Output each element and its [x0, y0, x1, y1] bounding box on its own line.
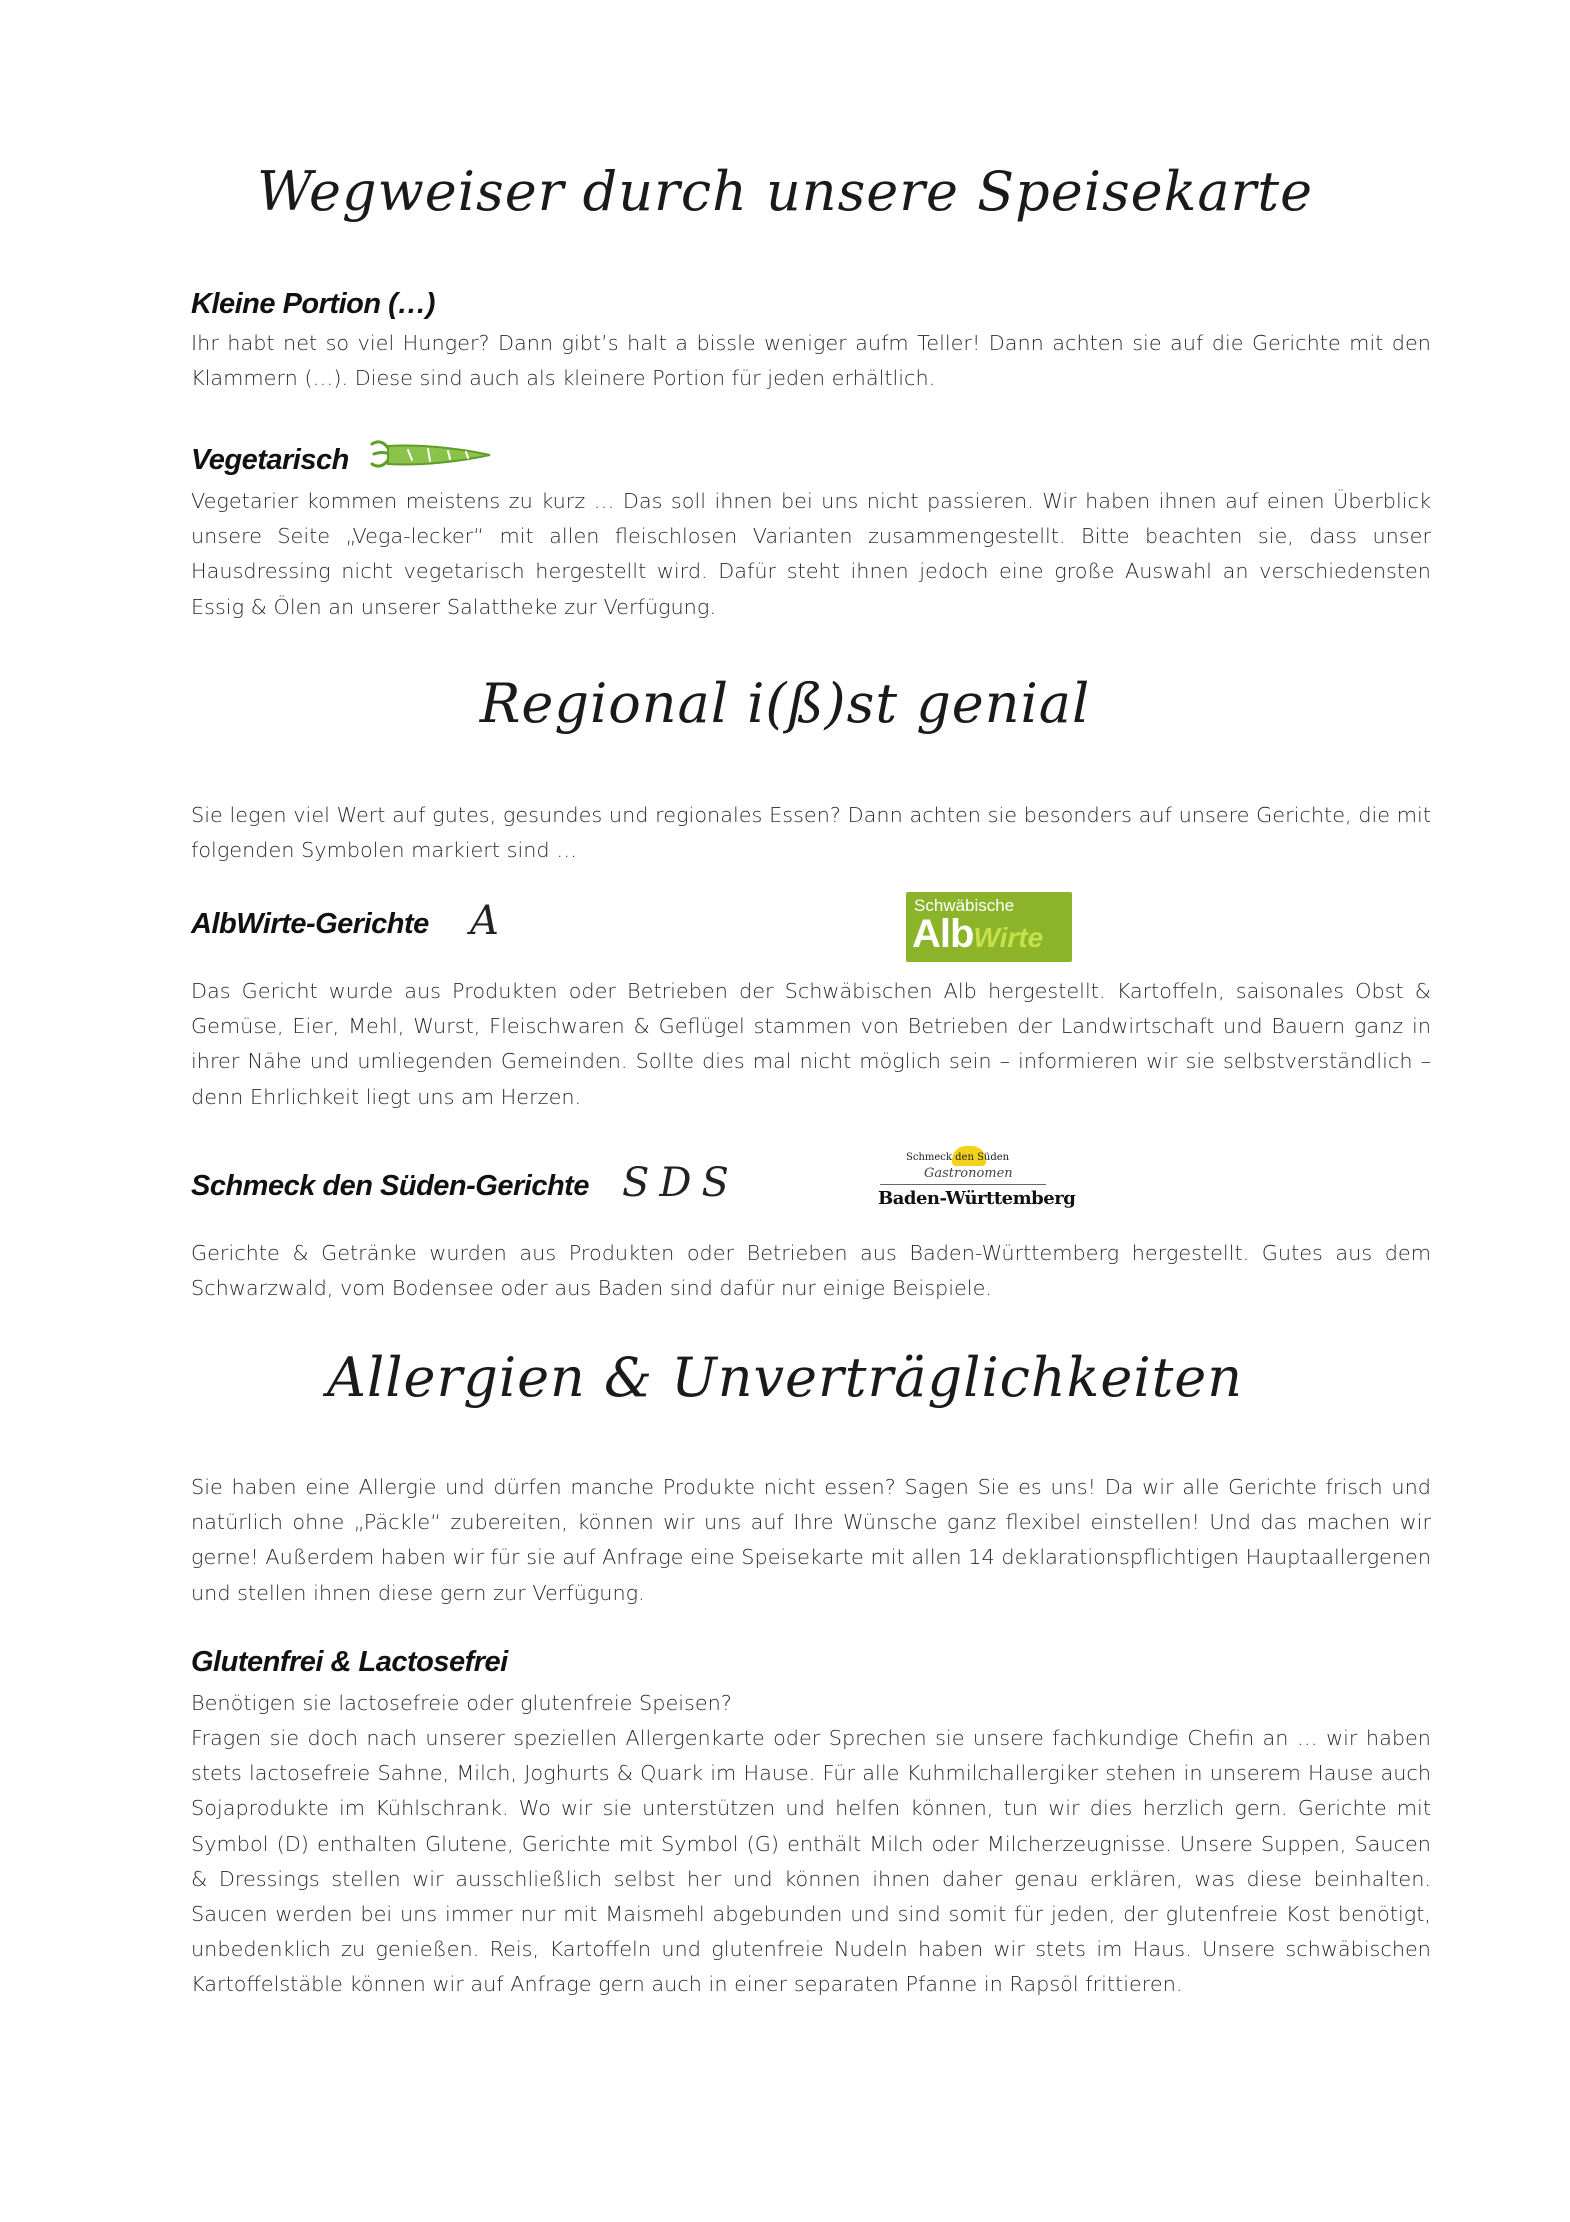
section-title-allergien: Allergien & Unverträglichkeiten — [326, 1346, 1244, 1409]
text-sds: Gerichte & Getränke wurden aus Produkten oder Betrieben aus Baden-Württemberg hergestellt. Gutes aus dem Schwarzwald, vom Bodensee oder aus Baden sind dafür nur einige Beispiele. — [191, 1241, 1431, 1301]
carrot-icon — [368, 438, 493, 472]
sds-logo-rule — [880, 1184, 1046, 1185]
sds-logo-line3: Baden-Württemberg — [878, 1188, 1076, 1209]
text-vegetarisch: Vegetarier kommen meistens zu kurz … Das soll ihnen bei uns nicht passieren. Wir haben ihnen auf einen Überblick unsere Seite „Vega-lecker“ mit allen fleischlosen Varianten zusammengestellt. Bitte beachten sie, dass unser Hausdressing nicht vegetarisch hergestellt wird. Dafür steht ihnen jedoch eine große Auswahl an verschiedensten Essig & Ölen an unserer Salattheke zur Verfügung. — [191, 489, 1431, 619]
albwirte-logo-top: Schwäbische — [914, 896, 1015, 915]
heading-albwirte: AlbWirte-Gerichte — [191, 908, 429, 940]
heading-vegetarisch: Vegetarisch — [191, 444, 349, 476]
heading-gluten-lactose: Glutenfrei & Lactosefrei — [191, 1646, 508, 1678]
page-title: Wegweiser durch unsere Speisekarte — [256, 160, 1314, 223]
sds-symbol: SDS — [622, 1160, 739, 1206]
sds-logo-line2: Gastronomen — [924, 1166, 1013, 1181]
albwirte-symbol: A — [470, 898, 499, 944]
text-allergien: Sie haben eine Allergie und dürfen manche Produkte nicht essen? Sagen Sie es uns! Da wir alle Gerichte frisch und natürlich ohne „Päckle“ zubereiten, können wir uns auf Ihre Wünsche ganz flexibel einstellen! Und das machen wir gerne! Außerdem haben wir für sie auf Anfrage eine Speisekarte mit allen 14 deklarationspflichtigen Hauptaallergenen und stellen ihnen diese gern zur Verfügung. — [191, 1475, 1431, 1605]
albwirte-logo — [906, 892, 1072, 962]
sds-logo-line1: Schmeck den Süden — [906, 1152, 1010, 1163]
heading-kleine-portion: Kleine Portion (…) — [191, 288, 435, 320]
section-title-regional: Regional i(ß)st genial — [479, 672, 1091, 735]
albwirte-logo-alb: Alb — [912, 912, 974, 956]
albwirte-logo-wirte: Wirte — [973, 922, 1044, 953]
text-regional-intro: Sie legen viel Wert auf gutes, gesundes und regionales Essen? Dann achten sie besonders auf unsere Gerichte, die mit folgenden Symbolen markiert sind … — [191, 803, 1431, 863]
text-kleine-portion: Ihr habt net so viel Hunger? Dann gibt’s halt a bissle weniger aufm Teller! Dann achten sie auf die Gerichte mit den Klammern (…). Diese sind auch als kleinere Portion für jeden erhältlich. — [191, 331, 1431, 391]
heading-sds: Schmeck den Süden-Gerichte — [191, 1170, 589, 1202]
sds-logo — [876, 1144, 1076, 1224]
text-albwirte: Das Gericht wurde aus Produkten oder Betrieben der Schwäbischen Alb hergestellt. Kartoffeln, saisonales Obst & Gemüse, Eier, Mehl, Wurst, Fleischwaren & Geflügel stammen von Betrieben der Landwirtschaft und Bauern ganz in ihrer Nähe und umliegenden Gemeinden. Sollte dies mal nicht möglich sein – informieren wir sie selbstverständlich – denn Ehrlichkeit liegt uns am Herzen. — [191, 979, 1431, 1109]
text-gluten: Fragen sie doch nach unserer speziellen Allergenkarte oder Sprechen sie unsere fachkundige Chefin an … wir haben stets lactosefreie Sahne, Milch, Joghurts & Quark im Hause. Für alle Kuhmilchallergiker stehen in unserem Hause auch Sojaprodukte im Kühlschrank. Wo wir sie unterstützen und helfen können, tun wir dies herzlich gern. Gerichte mit Symbol (D) enthalten Glutene, Gerichte mit Symbol (G) enthält Milch oder Milcherzeugnisse. Unsere Suppen, Saucen & Dressings stellen wir ausschließlich selbst her und können ihnen daher genau erklären, was diese beinhalten. Saucen werden bei uns immer nur mit Maismehl abgebunden und sind somit für jeden, der glutenfreie Kost benötigt, unbedenklich zu genießen. Reis, Kartoffeln und glutenfreie Nudeln haben wir stets im Haus. Unsere schwäbischen Kartoffelstäble können wir auf Anfrage gern auch in einer separaten Pfanne in Rapsöl frittieren. — [191, 1726, 1431, 1997]
text-gluten-question: Benötigen sie lactosefreie oder glutenfreie Speisen? — [191, 1691, 732, 1715]
albwirte-logo-main — [912, 912, 1043, 957]
